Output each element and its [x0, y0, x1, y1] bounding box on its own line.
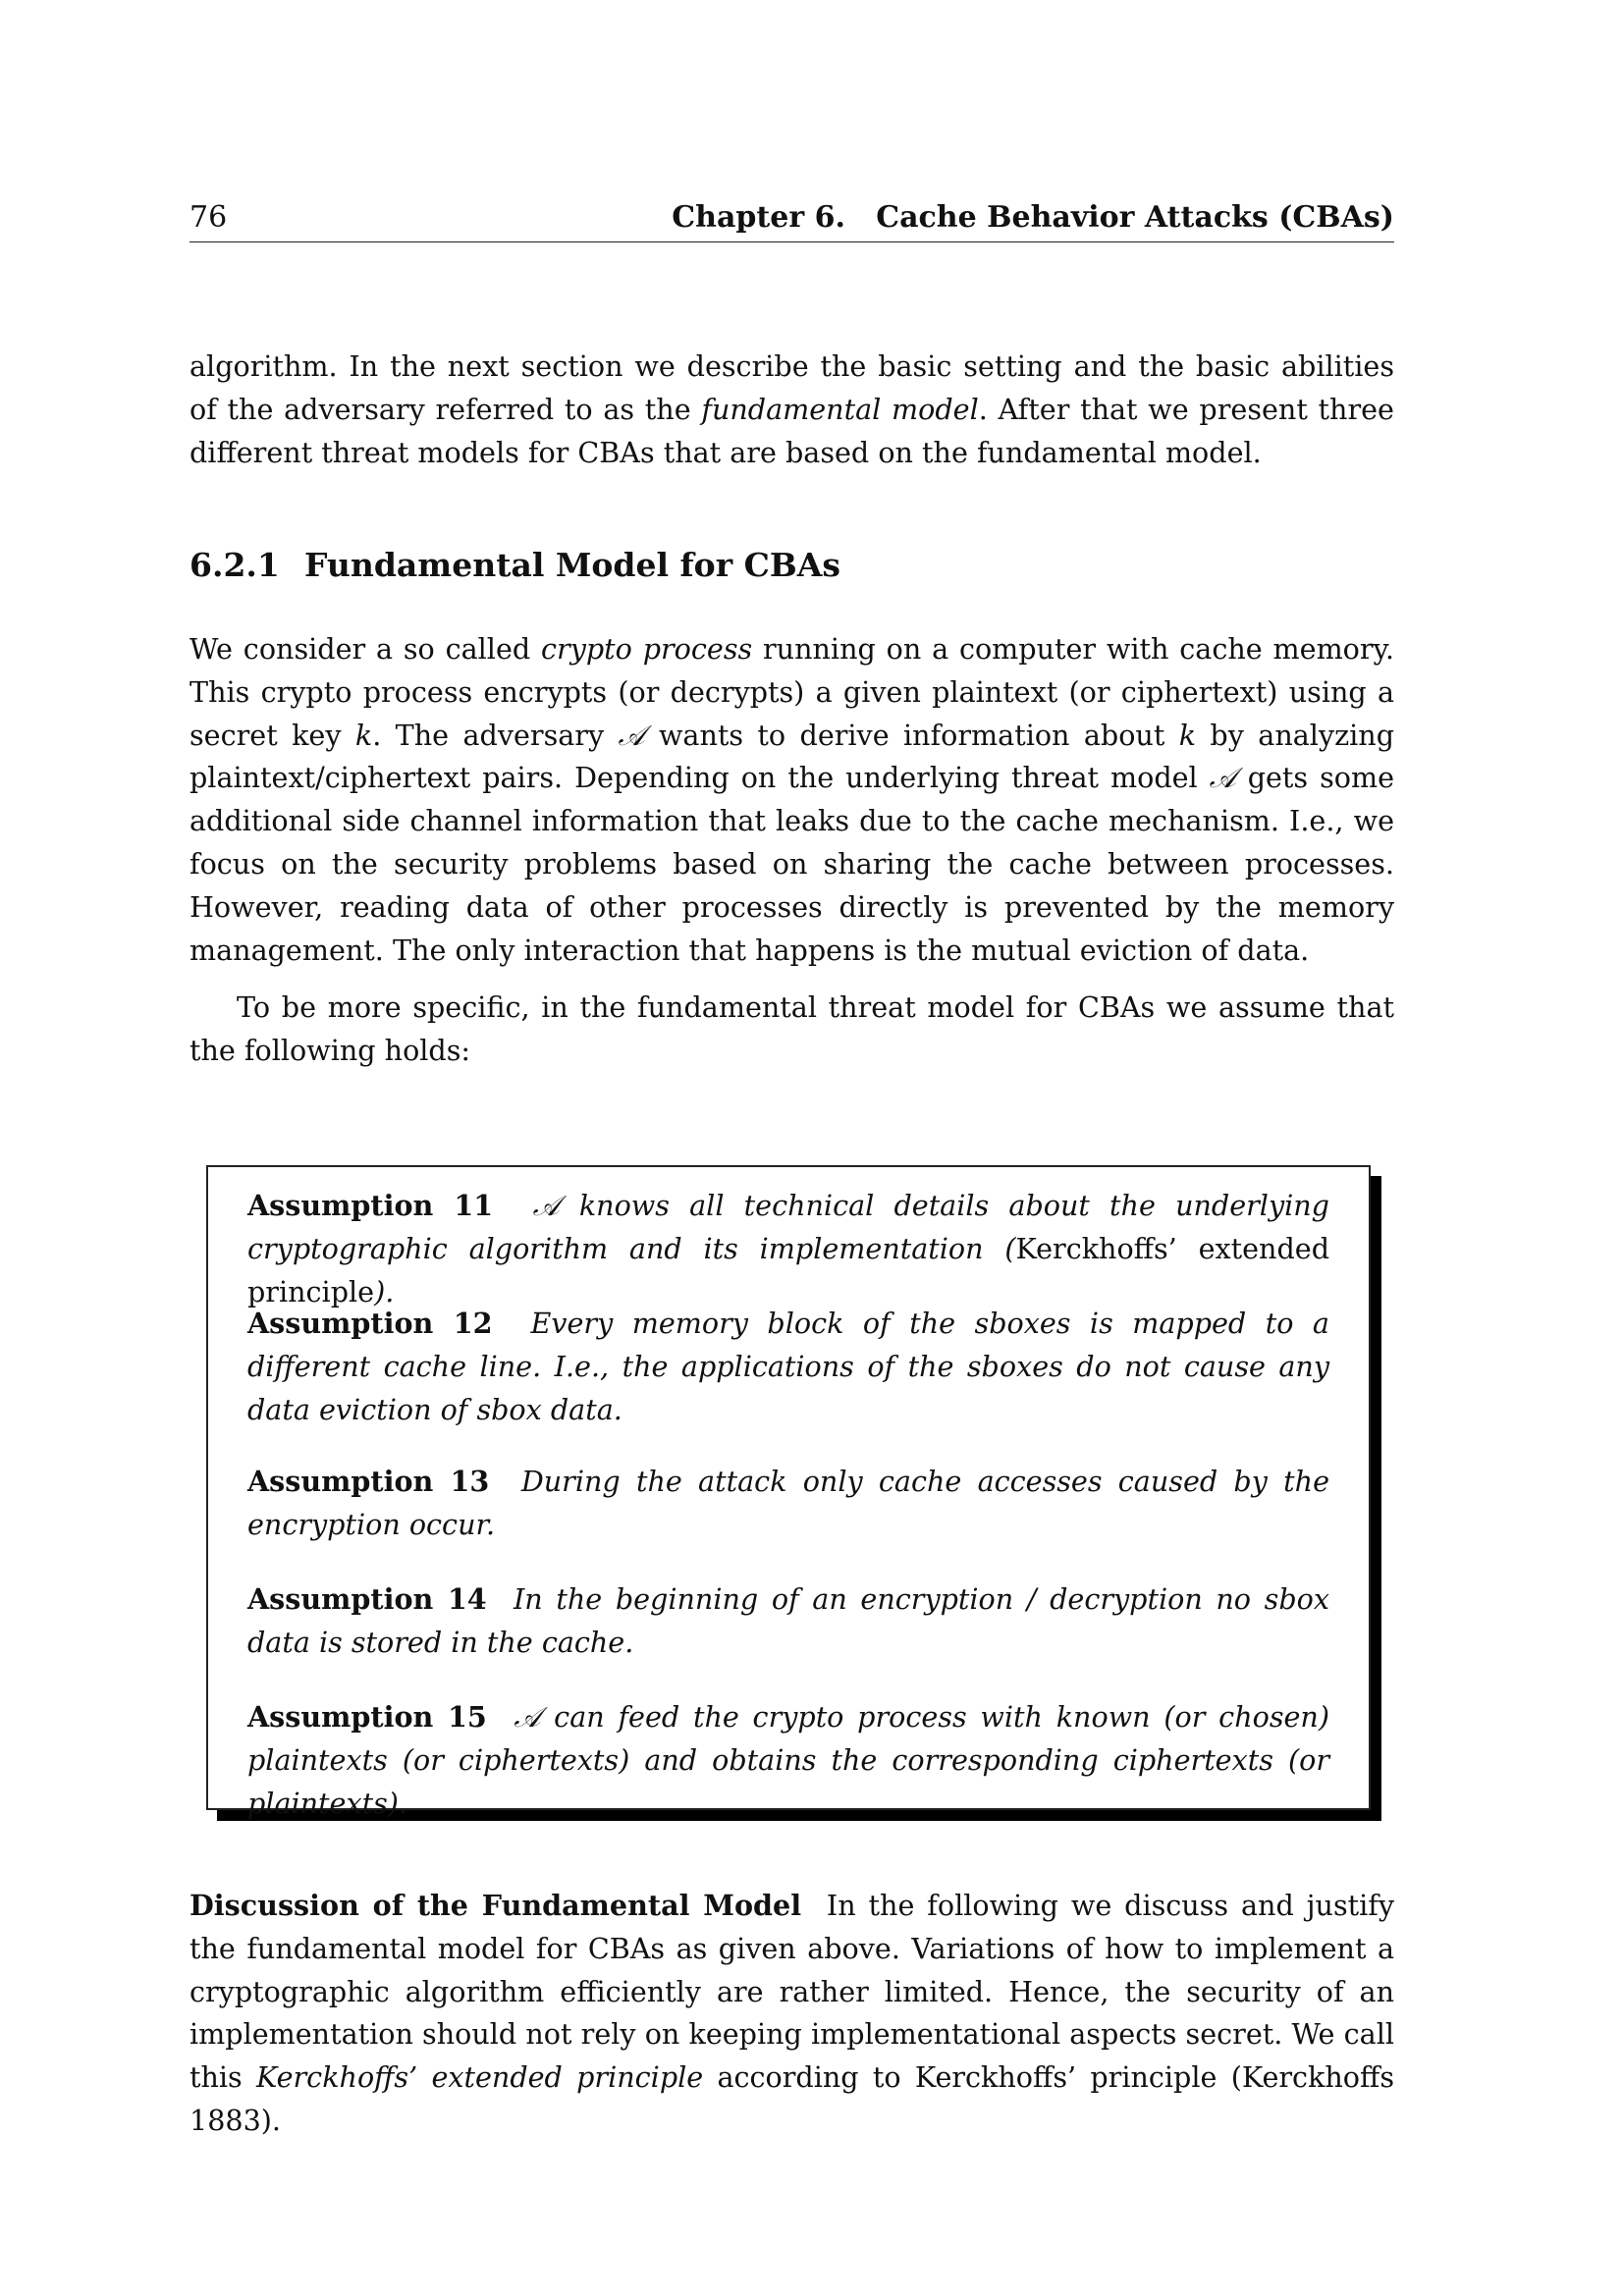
assumption-label: Assumption 13	[247, 1465, 490, 1498]
discussion-title: Discussion of the Fundamental Model	[189, 1889, 802, 1922]
assumption-label: Assumption 11	[247, 1189, 494, 1222]
section-number: 6.2.1	[189, 546, 280, 584]
running-header	[189, 198, 1394, 242]
intro-paragraph: algorithm. In the next section we describe the basic setting and the basic abilities of the adversary referred to as the fundamental model. After that we present three different threat models for CBAs that are based on the fundamental model.	[189, 349, 1394, 469]
body-text	[189, 628, 1394, 1073]
assumption-14: Assumption 14 In the beginning of an encryption / decryption no sbox data is stored in the cache.	[247, 1582, 1329, 1659]
assumption-label: Assumption 12	[247, 1307, 493, 1340]
assumption-label: Assumption 15	[247, 1700, 487, 1734]
assumption-15: Assumption 15 𝒜 can feed the crypto process with known (or chosen) plaintexts (or ciphertexts) and obtains the corresponding ciphertexts (or plaintexts).	[247, 1700, 1329, 1820]
chapter-title: Chapter 6. Cache Behavior Attacks (CBAs)	[672, 200, 1394, 235]
assumptions-box	[206, 1165, 1371, 1820]
paragraph-specific: To be more specific, in the fundamental threat model for CBAs we assume that the following holds:	[189, 990, 1394, 1068]
page-number: 76	[189, 200, 228, 235]
section-title: Fundamental Model for CBAs	[304, 546, 840, 584]
assumption-12: Assumption 12 Every memory block of the sboxes is mapped to a different cache line. I.e., the applications of the sboxes do not cause any data eviction of sbox data.	[247, 1307, 1329, 1426]
discussion-paragraph: Discussion of the Fundamental Model In the following we discuss and justify the fundamental model for CBAs as given above. Variations of how to implement a cryptographic algorithm efficiently are rather limited. Hence, the security of an implementation should not rely on keeping implementational aspects secret. We call this Kerckhoffs’ extended principle according to Kerckhoffs’ principle (Kerckhoffs 1883).	[189, 1889, 1404, 2137]
assumption-13: Assumption 13 During the attack only cache accesses caused by the encryption occur.	[247, 1465, 1329, 1541]
paragraph-crypto-process: We consider a so called crypto process running on a computer with cache memory. This crypto process encrypts (or decrypts) a given plaintext (or ciphertext) using a secret key k. The adversary 𝒜 wants to derive information about k by analyzing plaintext/ciphertext pairs. Depending on the underlying threat model 𝒜 gets some additional side channel information that leaks due to the cache mechanism. I.e., we focus on the security problems based on sharing the cache between processes. However, reading data of other processes directly is prevented by the memory management. The only interaction that happens is the mutual eviction of data.	[189, 632, 1395, 967]
assumption-11: Assumption 11 𝒜 knows all technical details about the underlying cryptographic algorithm and its implementation (Kerckhoffs’ extended principle).	[247, 1189, 1329, 1308]
section-heading	[189, 546, 840, 584]
assumption-label: Assumption 14	[247, 1582, 487, 1616]
